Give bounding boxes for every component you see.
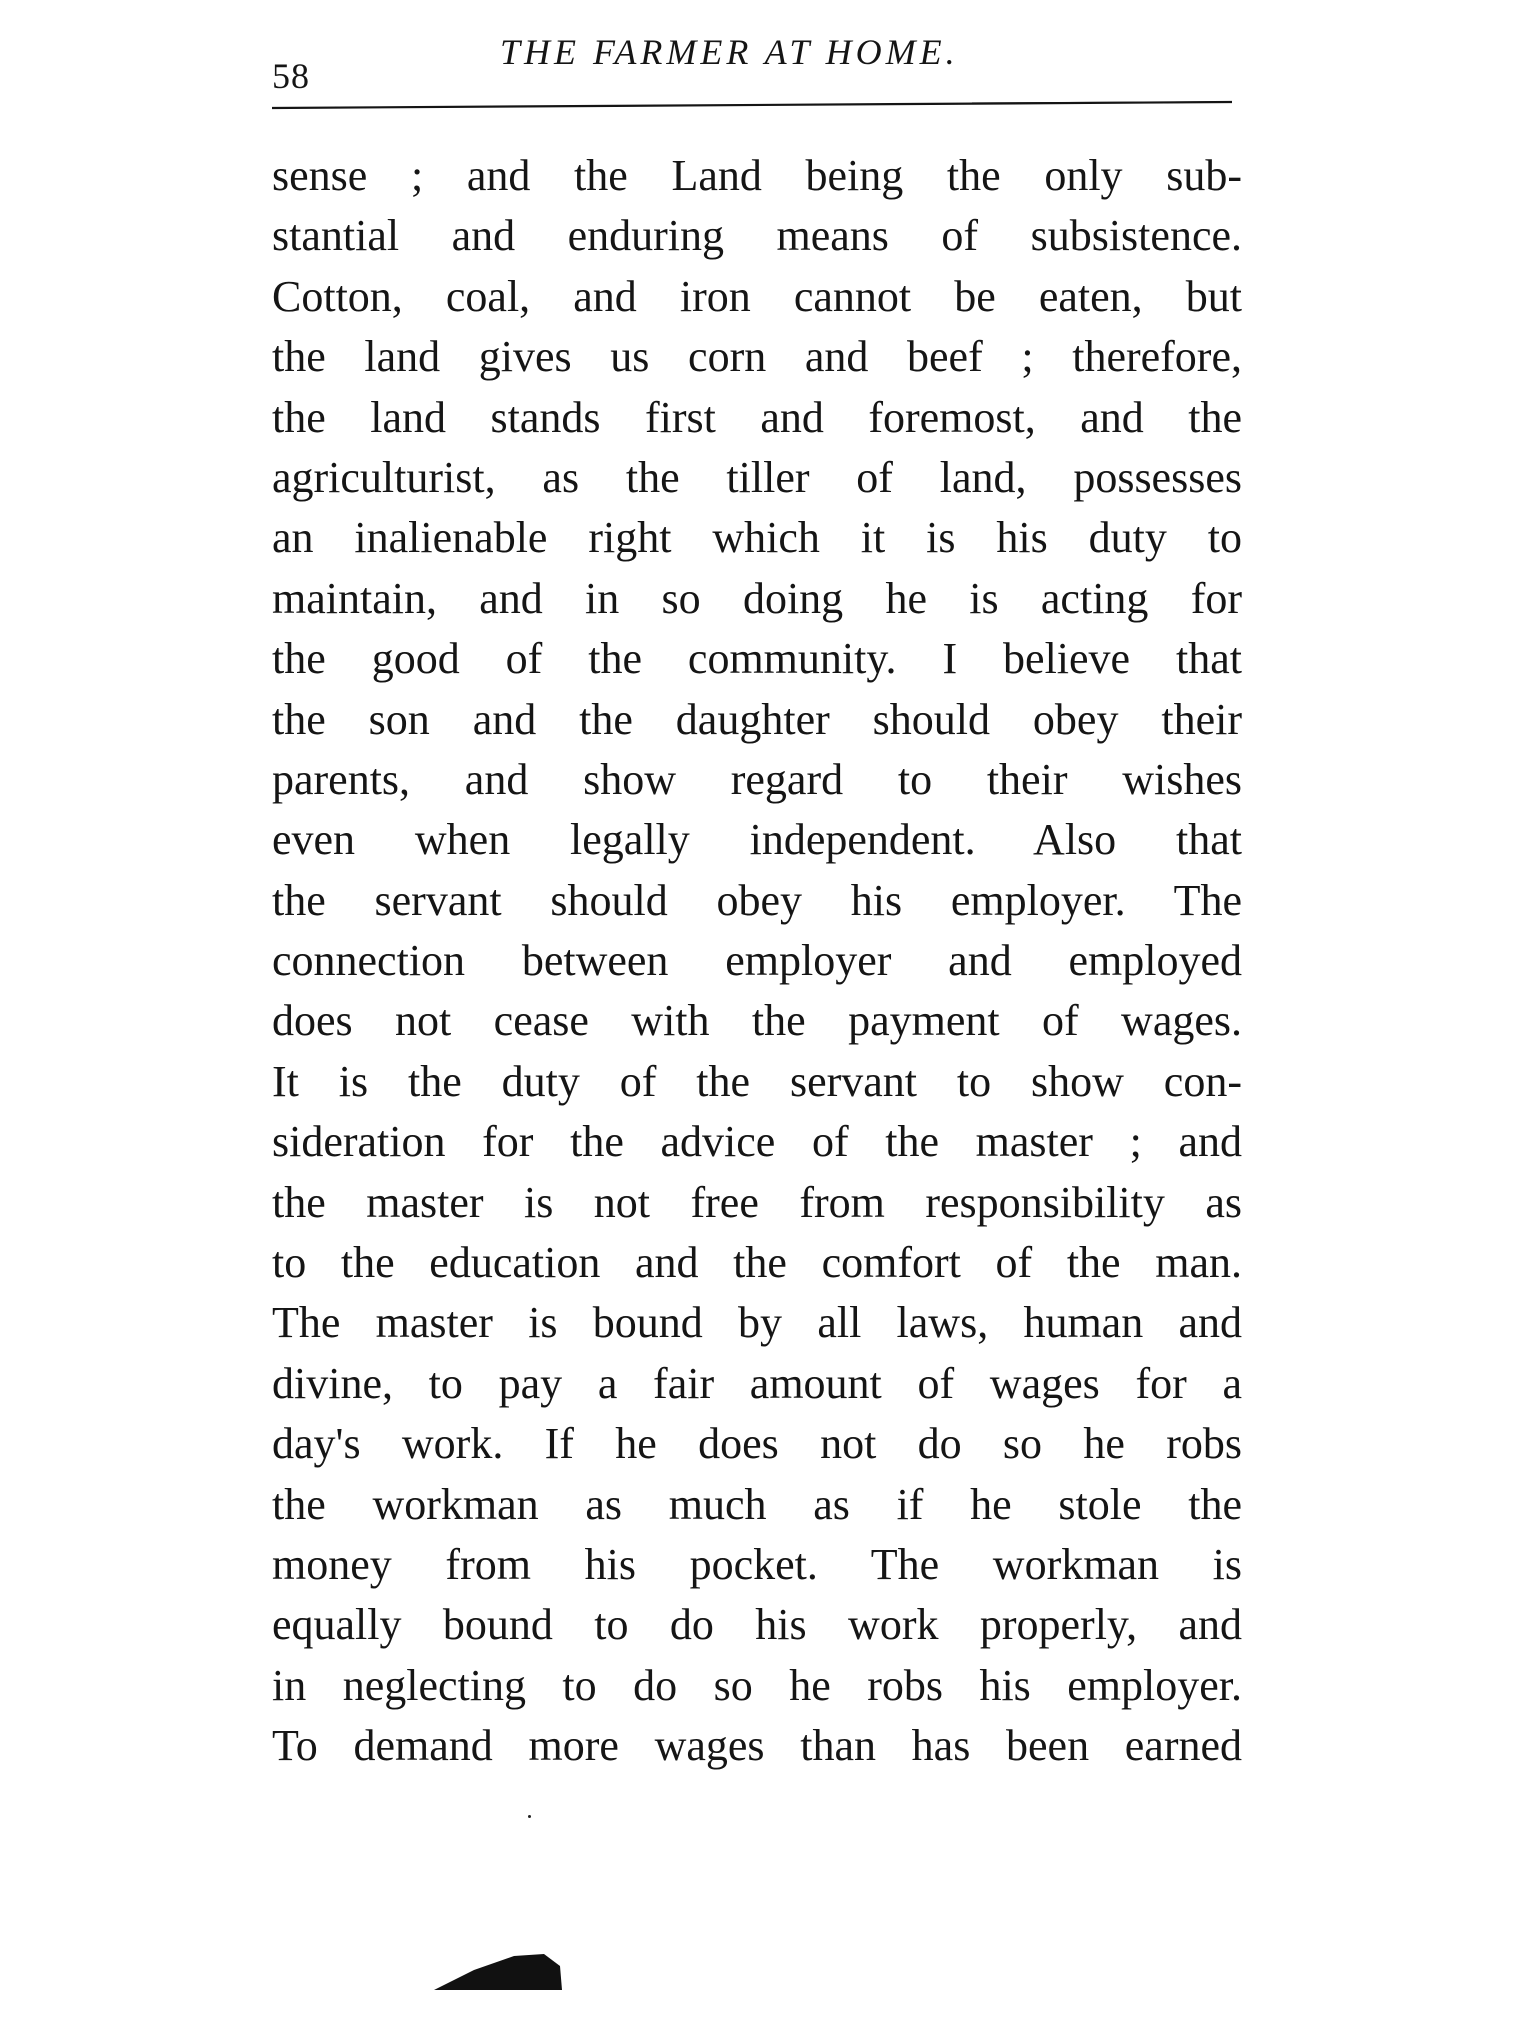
text-line: connection between employer and employed [272, 936, 1242, 986]
text-line: the land stands first and foremost, and the [272, 392, 1242, 442]
text-line: The master is bound by all laws, human and [272, 1298, 1242, 1348]
page-number: 58 [272, 56, 310, 96]
text-line: money from his pocket. The workman is [272, 1539, 1242, 1589]
text-line: even when legally independent. Also that [272, 815, 1242, 865]
text-line: the good of the community. I believe that [272, 634, 1242, 684]
text-line: an inalienable right which it is his duty to [272, 513, 1242, 563]
text-line: the servant should obey his employer. The [272, 875, 1242, 925]
text-line: the master is not free from responsibility as [272, 1177, 1242, 1227]
text-line: agriculturist, as the tiller of land, possesses [272, 452, 1242, 502]
text-line: the workman as much as if he stole the [272, 1479, 1242, 1529]
header-rule [272, 98, 1232, 112]
text-line: the son and the daughter should obey their [272, 694, 1242, 744]
body-text [272, 146, 1242, 1777]
text-line: does not cease with the payment of wages. [272, 996, 1242, 1046]
stray-ink-dot [528, 1815, 531, 1818]
text-line: divine, to pay a fair amount of wages for a [272, 1358, 1242, 1408]
text-line: Cotton, coal, and iron cannot be eaten, but [272, 271, 1242, 321]
running-head: THE FARMER AT HOME. [500, 32, 959, 72]
text-line: sideration for the advice of the master ; and [272, 1117, 1242, 1167]
text-line: parents, and show regard to their wishes [272, 754, 1242, 804]
text-line: sense ; and the Land being the only sub- [272, 151, 1242, 200]
text-line: stantial and enduring means of subsistence. [272, 211, 1242, 261]
text-line: maintain, and in so doing he is acting for [272, 573, 1242, 623]
text-line: to the education and the comfort of the man. [272, 1238, 1242, 1288]
text-line: To demand more wages than has been earned [272, 1721, 1242, 1771]
text-line: the land gives us corn and beef ; therefore, [272, 332, 1242, 382]
text-line: It is the duty of the servant to show con- [272, 1056, 1242, 1106]
ink-smudge-mark [434, 1950, 564, 1992]
text-line: in neglecting to do so he robs his employer. [272, 1660, 1242, 1710]
text-line: equally bound to do his work properly, and [272, 1600, 1242, 1650]
text-line: day's work. If he does not do so he robs [272, 1419, 1242, 1469]
